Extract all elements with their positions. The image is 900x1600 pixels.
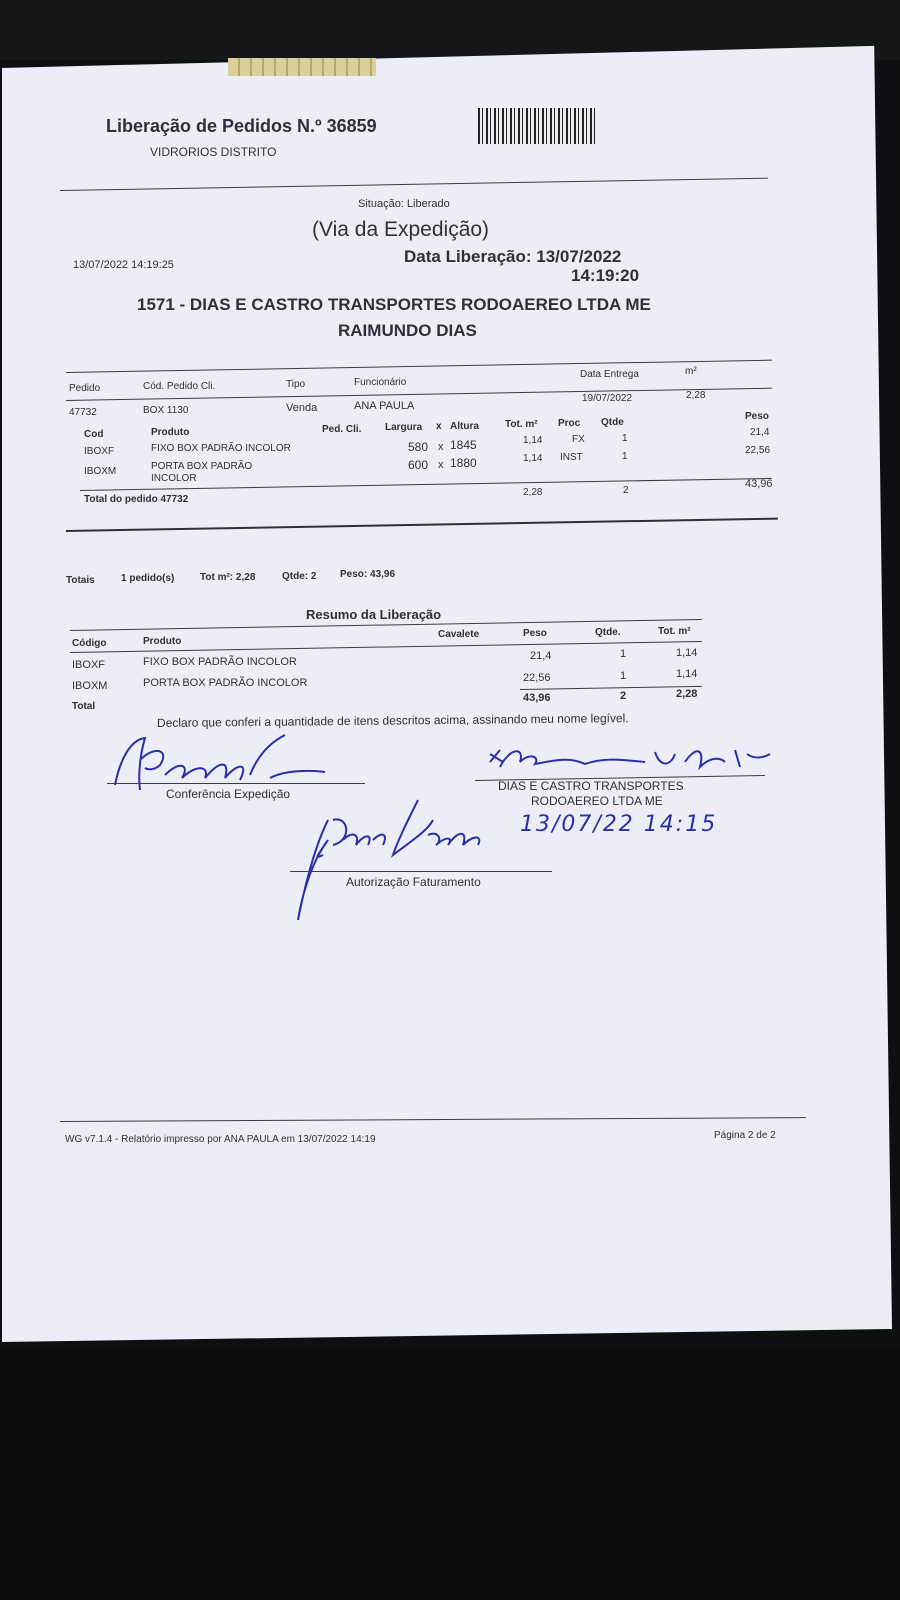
item-altura: 1880 (450, 456, 477, 470)
summary-col-peso: Peso (523, 628, 547, 639)
col-data-entrega: Data Entrega (580, 369, 639, 380)
item-peso: 22,56 (745, 445, 771, 456)
footer-print-info: WG v7.1.4 - Relatório impresso por ANA PAULA em 13/07/2022 14:19 (65, 1134, 376, 1145)
item-col-peso: Peso (745, 411, 769, 422)
summary-row-produto: PORTA BOX PADRÃO INCOLOR (143, 677, 308, 689)
col-funcionario: Funcionário (354, 377, 407, 388)
totals-m2: Tot m²: 2,28 (200, 572, 256, 583)
summary-col-tot-m2: Tot. m² (658, 626, 691, 637)
tape-strip (228, 58, 376, 76)
barcode (478, 108, 598, 144)
footer-page-number: Página 2 de 2 (714, 1130, 776, 1141)
totals-label: Totais (66, 575, 95, 586)
col-tipo: Tipo (286, 379, 306, 390)
summary-total-m2: 2,28 (676, 688, 698, 700)
signature-label-cliente-2: RODOAEREO LTDA ME (531, 794, 663, 808)
item-peso: 21,4 (750, 427, 770, 438)
status-label: Situação: Liberado (358, 198, 450, 210)
summary-col-produto: Produto (143, 636, 182, 647)
order-total-qtde: 2 (623, 485, 629, 496)
item-col-altura: Altura (450, 421, 479, 432)
order-employee: ANA PAULA (354, 400, 415, 412)
summary-col-codigo: Código (72, 638, 107, 649)
summary-row-tot-m2: 1,14 (676, 668, 698, 680)
totals-orders: 1 pedido(s) (121, 573, 175, 584)
summary-row-peso: 22,56 (523, 672, 551, 684)
order-m2: 2,28 (686, 390, 706, 401)
summary-col-cavalete: Cavalete (438, 629, 480, 640)
item-col-produto: Produto (151, 427, 190, 438)
summary-row-codigo: IBOXM (72, 680, 108, 692)
item-col-ped-cli: Ped. Cli. (322, 424, 362, 435)
item-x: x (438, 441, 444, 453)
item-cod: IBOXM (84, 466, 117, 477)
item-tot-m2: 1,14 (523, 435, 543, 446)
order-type: Venda (286, 402, 318, 414)
totals-qtde: Qtde: 2 (282, 571, 317, 582)
summary-row-produto: FIXO BOX PADRÃO INCOLOR (143, 656, 297, 668)
item-proc: INST (560, 452, 583, 463)
order-total-peso: 43,96 (745, 478, 773, 490)
order-number: 47732 (69, 407, 97, 418)
item-col-x: x (436, 421, 442, 432)
summary-row-qtde: 1 (620, 648, 627, 660)
order-delivery-date: 19/07/2022 (582, 393, 633, 404)
company-name: VIDRORIOS DISTRITO (150, 145, 277, 159)
summary-total-label: Total (72, 701, 96, 712)
copy-type: (Via da Expedição) (312, 218, 490, 241)
item-col-qtde: Qtde (601, 417, 624, 428)
signature-autorizacao (288, 800, 508, 930)
summary-total-qtde: 2 (620, 690, 627, 702)
col-m2: m² (685, 366, 697, 377)
signature-label-cliente-1: DIAS E CASTRO TRANSPORTES (498, 779, 684, 793)
order-total-m2: 2,28 (523, 487, 543, 498)
item-col-proc: Proc (558, 418, 581, 429)
summary-row-peso: 21,4 (530, 650, 552, 662)
print-timestamp: 13/07/2022 14:19:25 (73, 259, 174, 271)
item-qtde: 1 (622, 433, 628, 444)
summary-col-qtde: Qtde. (595, 627, 621, 638)
item-produto: PORTA BOX PADRÃO (151, 461, 253, 472)
item-tot-m2: 1,14 (523, 453, 543, 464)
item-col-cod: Cod (84, 429, 104, 440)
customer-name: 1571 - DIAS E CASTRO TRANSPORTES RODOAEREO LTDA ME (137, 295, 651, 314)
col-cod-cli: Cód. Pedido Cli. (143, 381, 216, 392)
totals-peso: Peso: 43,96 (340, 569, 396, 580)
item-produto-line2: INCOLOR (151, 473, 197, 484)
item-cod: IBOXF (84, 446, 115, 457)
declaration-text: Declaro que conferi a quantidade de itens descritos acima, assinando meu nome legível. (156, 711, 629, 730)
release-time: 14:19:20 (571, 266, 640, 285)
handwritten-date: 13/07/22 14:15 (520, 812, 718, 837)
summary-row-qtde: 1 (620, 670, 627, 682)
item-qtde: 1 (622, 451, 628, 462)
item-altura: 1845 (450, 438, 477, 452)
item-largura: 600 (408, 458, 429, 472)
summary-row-tot-m2: 1,14 (676, 647, 698, 659)
customer-contact: RAIMUNDO DIAS (338, 321, 477, 340)
order-total-label: Total do pedido 47732 (84, 494, 189, 505)
order-client-code: BOX 1130 (143, 405, 189, 416)
summary-total-peso: 43,96 (523, 692, 551, 704)
col-pedido: Pedido (69, 383, 101, 394)
photo-background-bottom (0, 1350, 900, 1600)
summary-title: Resumo da Liberação (306, 607, 442, 622)
item-x: x (438, 459, 444, 471)
signature-label-conferencia: Conferência Expedição (166, 787, 291, 801)
document-title: Liberação de Pedidos N.º 36859 (106, 116, 377, 136)
summary-row-codigo: IBOXF (72, 659, 106, 671)
item-produto: FIXO BOX PADRÃO INCOLOR (151, 443, 291, 454)
item-largura: 580 (408, 440, 429, 454)
item-col-largura: Largura (385, 422, 423, 433)
signature-label-autorizacao: Autorização Faturamento (346, 875, 481, 889)
item-col-tot-m2: Tot. m² (505, 419, 538, 430)
signature-cliente (485, 742, 775, 782)
release-date: Data Liberação: 13/07/2022 (404, 247, 622, 266)
signature-conferencia (110, 730, 340, 800)
item-proc: FX (572, 434, 585, 445)
